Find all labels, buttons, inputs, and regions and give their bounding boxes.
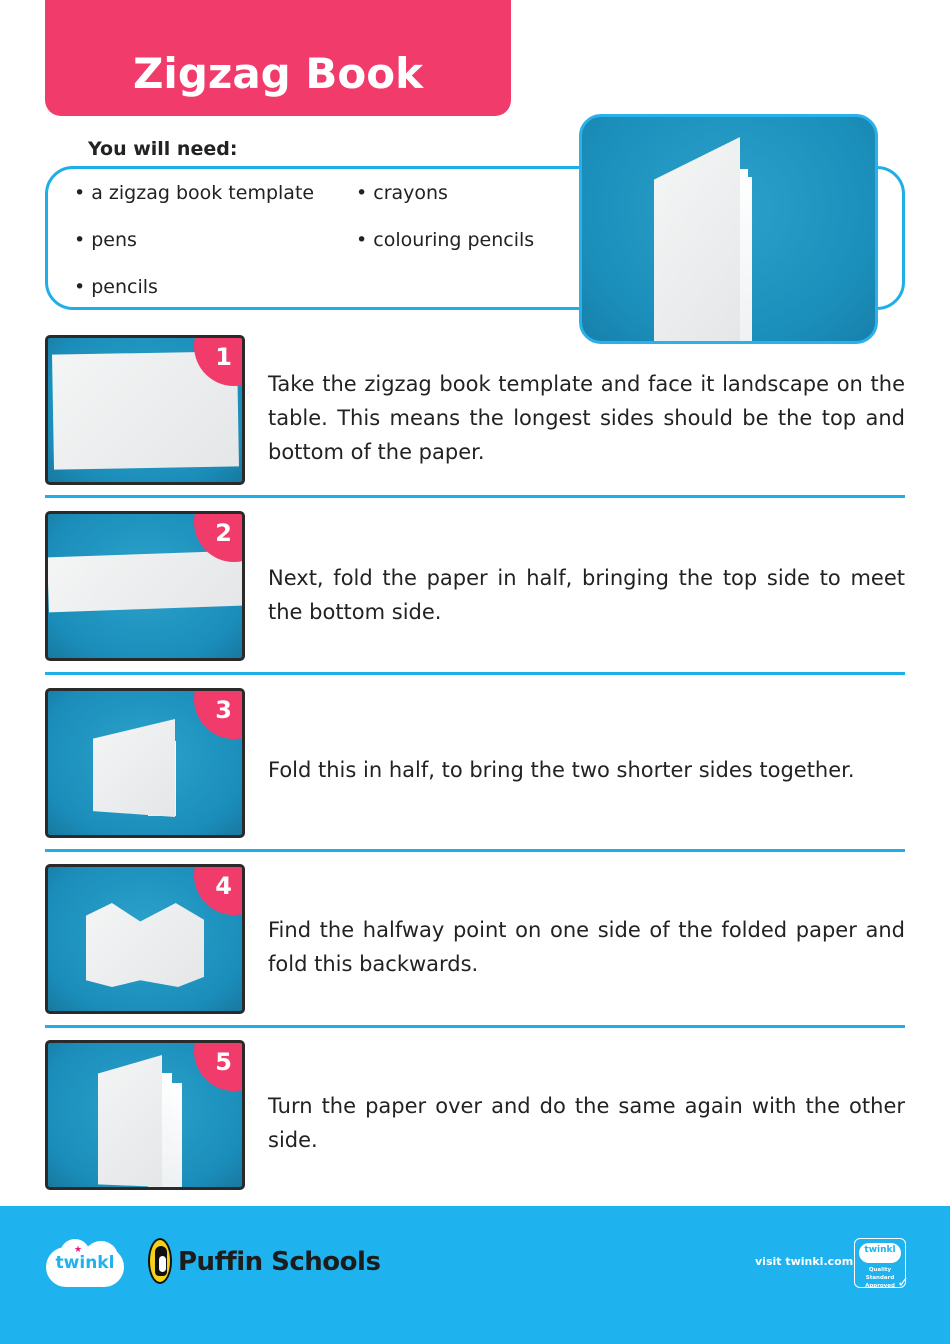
material-item: • pencils — [74, 276, 158, 298]
quality-standard-badge: twinkl Quality Standard Approved ✓ — [854, 1238, 906, 1288]
checkmark-icon: ✓ — [897, 1275, 909, 1291]
step-number: 3 — [215, 696, 232, 724]
materials-list — [74, 180, 564, 301]
title-banner — [45, 0, 511, 116]
material-item: • pens — [74, 229, 137, 251]
step-2-photo — [45, 511, 245, 661]
divider — [45, 849, 905, 852]
twinkl-logo[interactable]: ★ twinkl — [46, 1239, 124, 1291]
step-4-text: Find the halfway point on one side of the folded paper and fold this backwards. — [268, 918, 905, 976]
visit-twinkl-link[interactable]: visit twinkl.com — [755, 1255, 854, 1268]
star-icon: ★ — [74, 1245, 83, 1255]
divider — [45, 495, 905, 498]
puffin-schools-logo[interactable]: Puffin Schools — [178, 1247, 381, 1277]
step-2-text: Next, fold the paper in half, bringing the top side to meet the bottom side. — [268, 566, 905, 624]
step-3-text: Fold this in half, to bring the two shorter sides together. — [268, 758, 855, 782]
step-number: 2 — [215, 519, 232, 547]
materials-heading: You will need: — [88, 138, 238, 160]
footer — [0, 1206, 950, 1344]
step-1-text: Take the zigzag book template and face it landscape on the table. This means the longest sides should be the top and bottom of the paper. — [268, 372, 905, 464]
material-item: • crayons — [356, 182, 448, 204]
material-item: • a zigzag book template — [74, 182, 315, 204]
puffin-icon — [148, 1238, 172, 1284]
divider — [45, 1025, 905, 1028]
step-3-photo — [45, 688, 245, 838]
finished-book-photo — [579, 114, 878, 344]
step-4-photo — [45, 864, 245, 1014]
divider — [45, 672, 905, 675]
step-number: 1 — [215, 343, 232, 371]
step-number: 5 — [215, 1048, 232, 1076]
material-item: • colouring pencils — [356, 229, 535, 251]
step-number: 4 — [215, 872, 232, 900]
page-title: Zigzag Book — [132, 48, 424, 98]
step-5-text: Turn the paper over and do the same again with the other side. — [268, 1094, 905, 1152]
step-1-photo — [45, 335, 245, 485]
step-5-photo — [45, 1040, 245, 1190]
